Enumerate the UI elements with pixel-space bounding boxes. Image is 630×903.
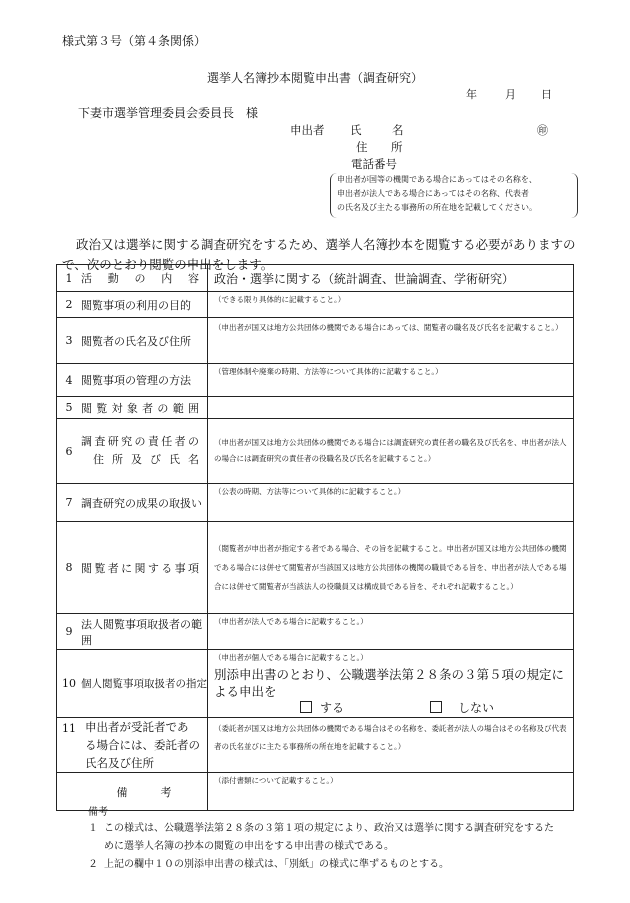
remark-number: １ — [88, 823, 98, 834]
address-label-1: 住 — [356, 140, 368, 154]
form-number: 様式第３号（第４条関係） — [62, 34, 207, 48]
viewer-name-address-field[interactable]: （申出者が国又は地方公共団体の機関である場合にあっては、閲覧者の職名及び氏名を記載すること。） — [208, 318, 574, 364]
table-row — [57, 773, 574, 811]
row-label: 個人閲覧事項取扱者の指定 — [81, 650, 208, 718]
table-row — [57, 650, 574, 718]
label-char: 事 — [174, 561, 186, 575]
purpose-field[interactable]: （できる限り具体的に記載すること。） — [208, 292, 574, 318]
table-row — [57, 419, 574, 484]
label-char: 容 — [188, 272, 199, 285]
note-line: 申出者が国等の機関である場合にあってはその名称を、 — [337, 175, 537, 184]
individual-handler-field — [208, 650, 574, 718]
label-char: 所 — [112, 453, 123, 466]
row-label — [81, 265, 208, 292]
row-label: 備 考 — [81, 773, 208, 811]
address-label-2: 所 — [391, 140, 403, 154]
label-char: に — [121, 561, 133, 575]
row-number: 10 — [57, 650, 82, 718]
note-line: 申出者が法人である場合にあってはその名称、代表者 — [337, 189, 529, 198]
label-char: 査 — [94, 435, 106, 448]
management-method-field[interactable]: （管理体制や廃棄の時期、方法等について具体的に記載すること。） — [208, 364, 574, 397]
seal-mark: ㊞ — [537, 124, 548, 137]
label-char: 者 — [142, 401, 154, 415]
row-label: 法人閲覧事項取扱者の範囲 — [81, 614, 208, 650]
table-row — [57, 318, 574, 364]
date-day: 日 — [541, 88, 552, 101]
label-char: の — [157, 401, 169, 415]
label-char: 範 — [172, 401, 184, 415]
date-year: 年 — [466, 88, 477, 101]
table-row — [57, 292, 574, 318]
label-char: す — [147, 561, 159, 575]
row-label — [81, 419, 208, 484]
remark-number: ２ — [88, 859, 98, 870]
remarks-field[interactable]: （添付書類について記載すること。） — [208, 773, 574, 811]
label-char: 任 — [161, 435, 173, 448]
table-row — [57, 364, 574, 397]
table-row — [57, 484, 574, 522]
results-handling-field[interactable]: （公表の時期、方法等について具体的に記載すること。） — [208, 484, 574, 522]
row-number — [57, 773, 82, 811]
remark-line: めに選挙人名簿の抄本の閲覧の申出をする申出書の様式である。 — [104, 841, 394, 852]
row-label: 閲覧事項の管理の方法 — [81, 364, 208, 397]
target-scope-field[interactable] — [208, 397, 574, 419]
label-char: 及 — [131, 453, 142, 466]
table-row — [57, 397, 574, 419]
label-char: び — [150, 453, 161, 466]
row-label-line: る場合には、委託者の — [85, 738, 200, 752]
remarks-title: 備考 — [88, 807, 108, 818]
applicant-label: 申出者 — [290, 123, 325, 137]
table-row — [57, 718, 574, 773]
intro-text: 政治又は選挙に関する調査研究をするため、選挙人名簿抄本を閲覧する必要がありますので、次のとおり閲覧の申出をします。 — [62, 237, 576, 272]
name-label-2: 名 — [392, 123, 404, 137]
row-number: 7 — [57, 484, 82, 522]
name-label-1: 氏 — [350, 123, 362, 137]
row-number: 9 — [57, 614, 82, 650]
label-char: る — [161, 561, 173, 575]
label-char: の — [134, 435, 146, 448]
label-char: 囲 — [187, 401, 199, 415]
row-label — [81, 522, 208, 614]
applicant-note — [330, 173, 578, 218]
table-row — [57, 614, 574, 650]
label-char: 者 — [107, 561, 119, 575]
addressee: 下妻市選挙管理委員会委員長 様 — [78, 106, 259, 120]
label-char: 活 — [81, 272, 92, 285]
label-char: 閲 — [81, 401, 92, 415]
table-row — [57, 265, 574, 292]
label-char: 者 — [174, 435, 186, 448]
label-char: 動 — [107, 272, 119, 285]
responsible-person-field[interactable]: （申出者が国又は地方公共団体の機関である場合には調査研究の責任者の職名及び氏名を、申出者が法人の場合には調査研究の責任者の役職名及び氏名を記載すること。） — [208, 419, 574, 484]
label-char: 責 — [147, 435, 159, 448]
corporate-handler-field[interactable]: （申出者が法人である場合に記載すること。） — [208, 614, 574, 650]
date-month: 月 — [505, 88, 516, 101]
label-char: 氏 — [169, 453, 180, 466]
remark-line: この様式は、公職選挙法第２８条の３第１項の規定により、政治又は選挙に関する調査研究をするた — [104, 823, 554, 834]
row-number: 4 — [57, 364, 82, 397]
checkbox-icon[interactable] — [430, 701, 442, 713]
label-char: 覧 — [96, 401, 108, 415]
label-char: 住 — [93, 453, 104, 466]
label-char: の — [188, 435, 199, 448]
client-info-field[interactable]: （委託者が国又は地方公共団体の機関である場合はその名称を、委託者が法人の場合はその名称及び代表者の氏名並びに主たる事務所の所在地を記載すること。） — [208, 718, 574, 773]
label-char: 究 — [121, 435, 133, 448]
label-char: 内 — [161, 272, 173, 285]
row-number: 6 — [57, 419, 82, 484]
row-label — [81, 397, 208, 419]
label-char: 名 — [188, 453, 199, 466]
label-char: 項 — [188, 561, 199, 575]
row-number: 3 — [57, 318, 82, 364]
viewer-info-field[interactable]: （閲覧者が申出者が指定する者である場合、その旨を記載すること。申出者が国又は地方公共団体の機関である場合には併せて閲覧者が当該国又は地方公共団体の機関の職員である旨を、申出者が法人である場合には併せて閲覧者が当該法人の役職員又は構成員である旨を、それぞれ記載すること。） — [208, 522, 574, 614]
row-number: 5 — [57, 397, 82, 419]
application-table — [56, 264, 574, 811]
option-no[interactable] — [430, 700, 494, 717]
table-row — [57, 522, 574, 614]
row-number: 11 — [57, 718, 82, 773]
designation-options — [214, 700, 567, 717]
option-yes[interactable] — [300, 700, 430, 717]
label-char: 関 — [134, 561, 146, 575]
option-yes-label: する — [320, 701, 345, 715]
label-char: 象 — [126, 401, 138, 415]
phone-label: 電話番号 — [351, 157, 397, 171]
document-title: 選挙人名簿抄本閲覧申出書（調査研究） — [206, 71, 423, 85]
label-char: 研 — [107, 435, 119, 448]
row-number: 8 — [57, 522, 82, 614]
row-label: 調査研究の成果の取扱い — [81, 484, 208, 522]
label-char: 閲 — [81, 561, 92, 575]
label-char: 調 — [81, 435, 92, 448]
remark-line: 上記の欄中１０の別添申出書の様式は、「別紙」の様式に準ずるものとする。 — [104, 859, 449, 870]
option-no-label: しない — [458, 701, 495, 715]
row-label — [81, 718, 208, 773]
checkbox-icon[interactable] — [300, 701, 312, 713]
label-char: 対 — [111, 401, 123, 415]
row-number: 1 — [57, 265, 82, 292]
label-char: 覧 — [94, 561, 106, 575]
label-char: の — [134, 272, 146, 285]
row-label: 閲覧事項の利用の目的 — [81, 292, 208, 318]
row-hint: （申出者が個人である場合に記載すること。） — [214, 653, 368, 662]
activity-content-field[interactable]: 政治・選挙に関する（統計調査、世論調査、学術研究） — [208, 265, 574, 292]
designation-text: 別添申出書のとおり、公職選挙法第２８条の３第５項の規定による申出を — [214, 667, 565, 699]
row-label: 閲覧者の氏名及び住所 — [81, 318, 208, 364]
row-label-line: 申出者が受託者であ — [85, 720, 189, 734]
note-line: の氏名及び主たる事務所の所在地を記載してください。 — [337, 203, 537, 212]
row-number: 2 — [57, 292, 82, 318]
row-label-line: 氏名及び住所 — [85, 756, 154, 770]
